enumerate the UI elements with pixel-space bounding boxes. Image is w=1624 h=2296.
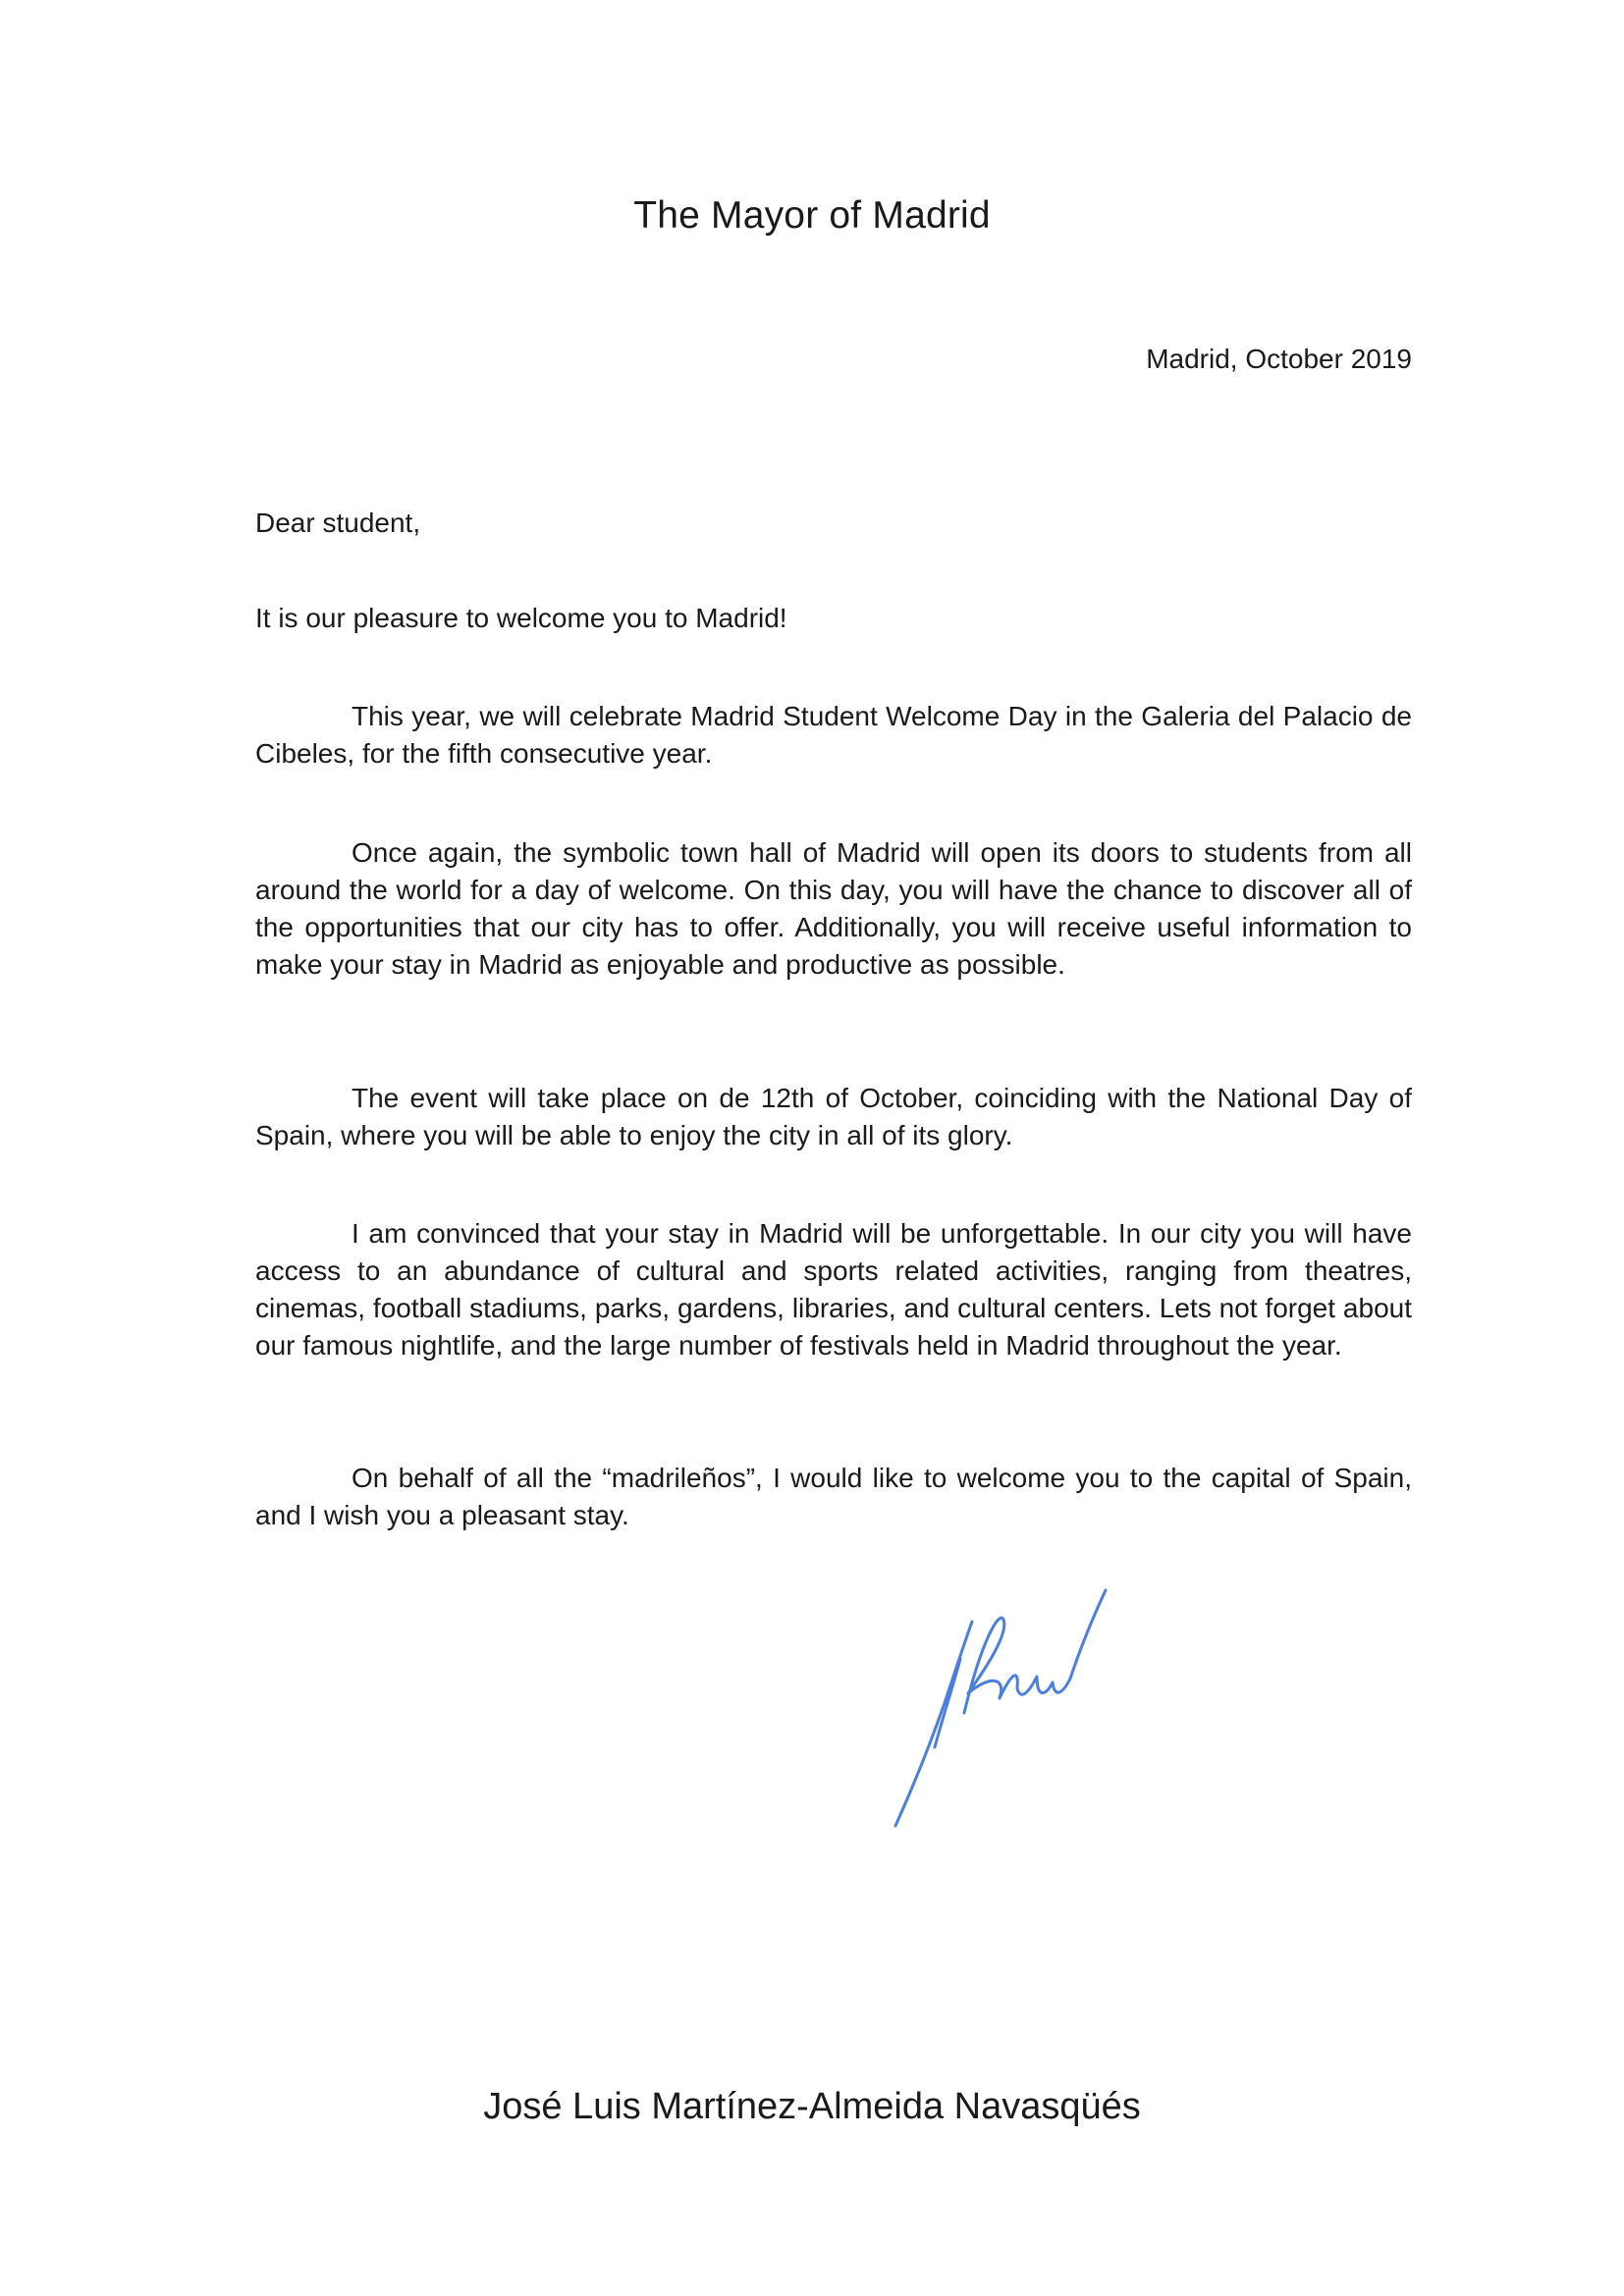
paragraph-town-hall: Once again, the symbolic town hall of Madrid will open its doors to students from all around the world for a day of welcome. On this day, you will have the chance to discover all of the opportunities that our city has to offer. Additionally, you will receive useful information to make your stay in Madrid as enjoyable and productive as possible. xyxy=(255,837,1412,980)
paragraph-closing: On behalf of all the “madrileños”, I would like to welcome you to the capital of Spain, and I wish you a pleasant stay. xyxy=(255,1463,1412,1530)
handwritten-signature xyxy=(884,1580,1208,1836)
paragraph-city-activities: I am convinced that your stay in Madrid will be unforgettable. In our city you will have access to an abundance of cultural and sports related activities, ranging from theatres, cinemas, football stadiums, parks, gardens, libraries, and cultural centers. Lets not forget about our famous nightlife, and the large number of festivals held in Madrid throughout the year. xyxy=(255,1218,1412,1361)
signatory-name: José Luis Martínez-Almeida Navasqüés xyxy=(483,2086,1141,2127)
letter-date: Madrid, October 2019 xyxy=(1146,344,1412,374)
paragraph-event-venue: This year, we will celebrate Madrid Student Welcome Day in the Galeria del Palacio de Cibeles, for the fifth consecutive year. xyxy=(255,701,1412,769)
letter-heading: The Mayor of Madrid xyxy=(633,194,991,237)
paragraph-event-date: The event will take place on de 12th of October, coinciding with the National Day of Spain, where you will be able to enjoy the city in all of its glory. xyxy=(255,1083,1412,1150)
signature-strokes xyxy=(895,1590,1106,1826)
salutation: Dear student, xyxy=(255,507,421,538)
signature-stroke-short xyxy=(935,1659,960,1747)
paragraph-welcome: It is our pleasure to welcome you to Madrid! xyxy=(255,603,787,633)
signature-stroke-long xyxy=(895,1622,972,1826)
signature-stroke-curls xyxy=(1000,1590,1106,1698)
